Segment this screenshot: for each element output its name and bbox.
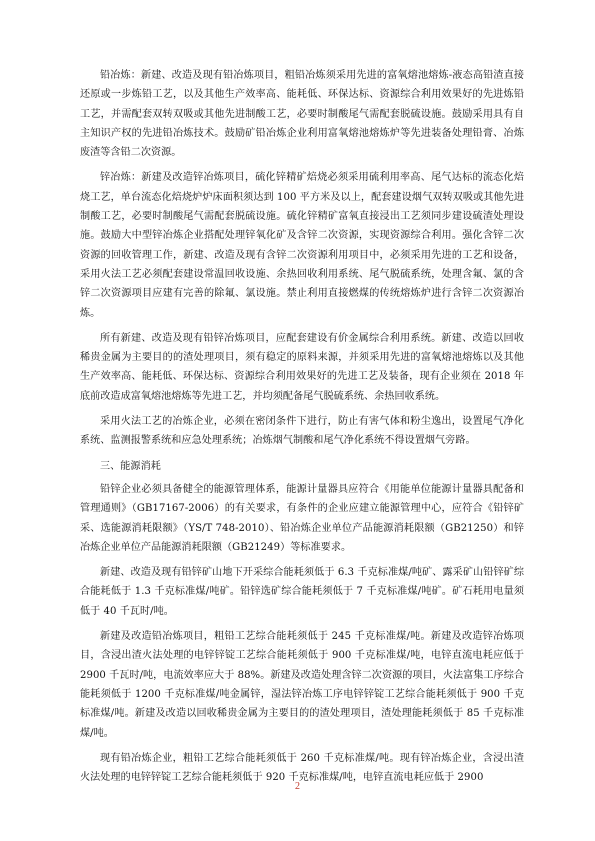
section-heading-energy: 三、能源消耗 [100, 460, 161, 472]
page-number: 2 [295, 781, 300, 792]
paragraph-pyrometallurgy: 采用火法工艺的冶炼企业，必须在密闭条件下进行，防止有害气体和粉尘逸出，设置尾气净化系统、监测报警系统和应急处理系统；冶炼烟气制酸和尾气净化系统不得设置烟气旁路。 [80, 416, 524, 447]
paragraph-mining-energy: 新建、改造及现有铅锌矿山地下开采综合能耗须低于 6.3 千克标准煤/吨矿、露采矿山铅锌矿综合能耗低于 1.3 千克标准煤/吨矿。铅锌选矿综合能耗须低于 7 千克标准煤/吨矿。矿石耗用电量须低于 40 千瓦时/吨。 [80, 567, 524, 617]
paragraph-energy-management: 铅锌企业必须具备健全的能源管理体系，能源计量器具应符合《用能单位能源计量器具配备和管理通则》（GB17167-2006）的有关要求，有条件的企业应建立能源管理中心，应符合《铅锌矿采、选能源消耗限额》（YS/T 748-2010）、铅冶炼企业单位产品能源消耗限额（GB21250）和锌冶炼企业单位产品能源消耗限额（GB21249）等标准要求。 [80, 483, 524, 553]
document-body [80, 66, 524, 793]
paragraph-existing-smelting-energy: 现有铅冶炼企业，粗铅工艺综合能耗须低于 260 千克标准煤/吨。现有锌冶炼企业，含浸出渣火法处理的电锌锌锭工艺综合能耗须低于 920 千克标准煤/吨，电锌直流电耗应低于 2900 [80, 752, 524, 784]
paragraph-new-smelting-energy: 新建及改造铅冶炼项目，粗铅工艺综合能耗须低于 245 千克标准煤/吨。新建及改造锌冶炼项目，含浸出渣火法处理的电锌锌锭工艺综合能耗须低于 900 千克标准煤/吨，电锌直流电耗应低于 2900 千瓦时/吨，电流效率应大于 88%。新建及改造处理含锌二次资源的项目，火法富集工序综合能耗须低于 1200 千克标准煤/吨金属锌，湿法锌冶炼工序电锌锌锭工艺综合能耗须低于 900 千克标准煤/吨。新建及改造以回收稀贵金属为主要目的的渣处理项目，渣处理能耗须低于 85 千克标准煤/吨。 [80, 631, 524, 739]
paragraph-all-projects: 所有新建、改造及现有铅锌冶炼项目，应配套建设有价金属综合利用系统。新建、改造以回收稀贵金属为主要目的的渣处理项目，须有稳定的原料来源，并须采用先进的富氧熔池熔炼以及其他生产效率高、能耗低、环保达标、资源综合利用效果好的先进工艺及装备，现有企业须在 2018 年底前改造成富氧熔池熔炼等先进工艺，并均须配备尾气脱硫系统、余热回收系统。 [80, 332, 524, 402]
paragraph-zinc-smelting: 锌冶炼：新建及改造锌冶炼项目，硫化锌精矿焙烧必须采用硫利用率高、尾气达标的流态化焙烧工艺，单台流态化焙烧炉炉床面积须达到 100 平方米及以上，配套建设烟气双转双吸或其他先进制酸工艺，必要时制酸尾气需配套脱硫设施。硫化锌精矿富氧直接浸出工艺须同步建设硫渣处理设施。鼓励大中型锌冶炼企业搭配处理锌氧化矿及含锌二次资源，实现资源综合利用。强化含锌二次资源的回收管理工作，新建、改造及现有含锌二次资源利用项目中，必须采用先进的工艺和设备，采用火法工艺必须配套建设常温回收设施、余热回收利用系统、尾气脱硫系统，处理含氟、氯的含锌二次资源项目应建有完善的除氟、氯设施。禁止利用直接燃煤的传统熔炼炉进行含锌二次资源冶炼。 [80, 172, 524, 319]
paragraph-lead-smelting: 铅冶炼：新建、改造及现有铅冶炼项目，粗铅冶炼须采用先进的富氧熔池熔炼-液态高铅渣直接还原或一步炼铅工艺，以及其他生产效率高、能耗低、环保达标、资源综合利用效果好的先进炼铅工艺，并需配套双转双吸或其他先进制酸工艺，必要时制酸尾气需配套脱硫设施。鼓励采用具有自主知识产权的先进铅冶炼技术。鼓励矿铅冶炼企业利用富氧熔池熔炼炉等先进装备处理铅膏、冶炼废渣等含铅二次资源。 [80, 70, 524, 159]
